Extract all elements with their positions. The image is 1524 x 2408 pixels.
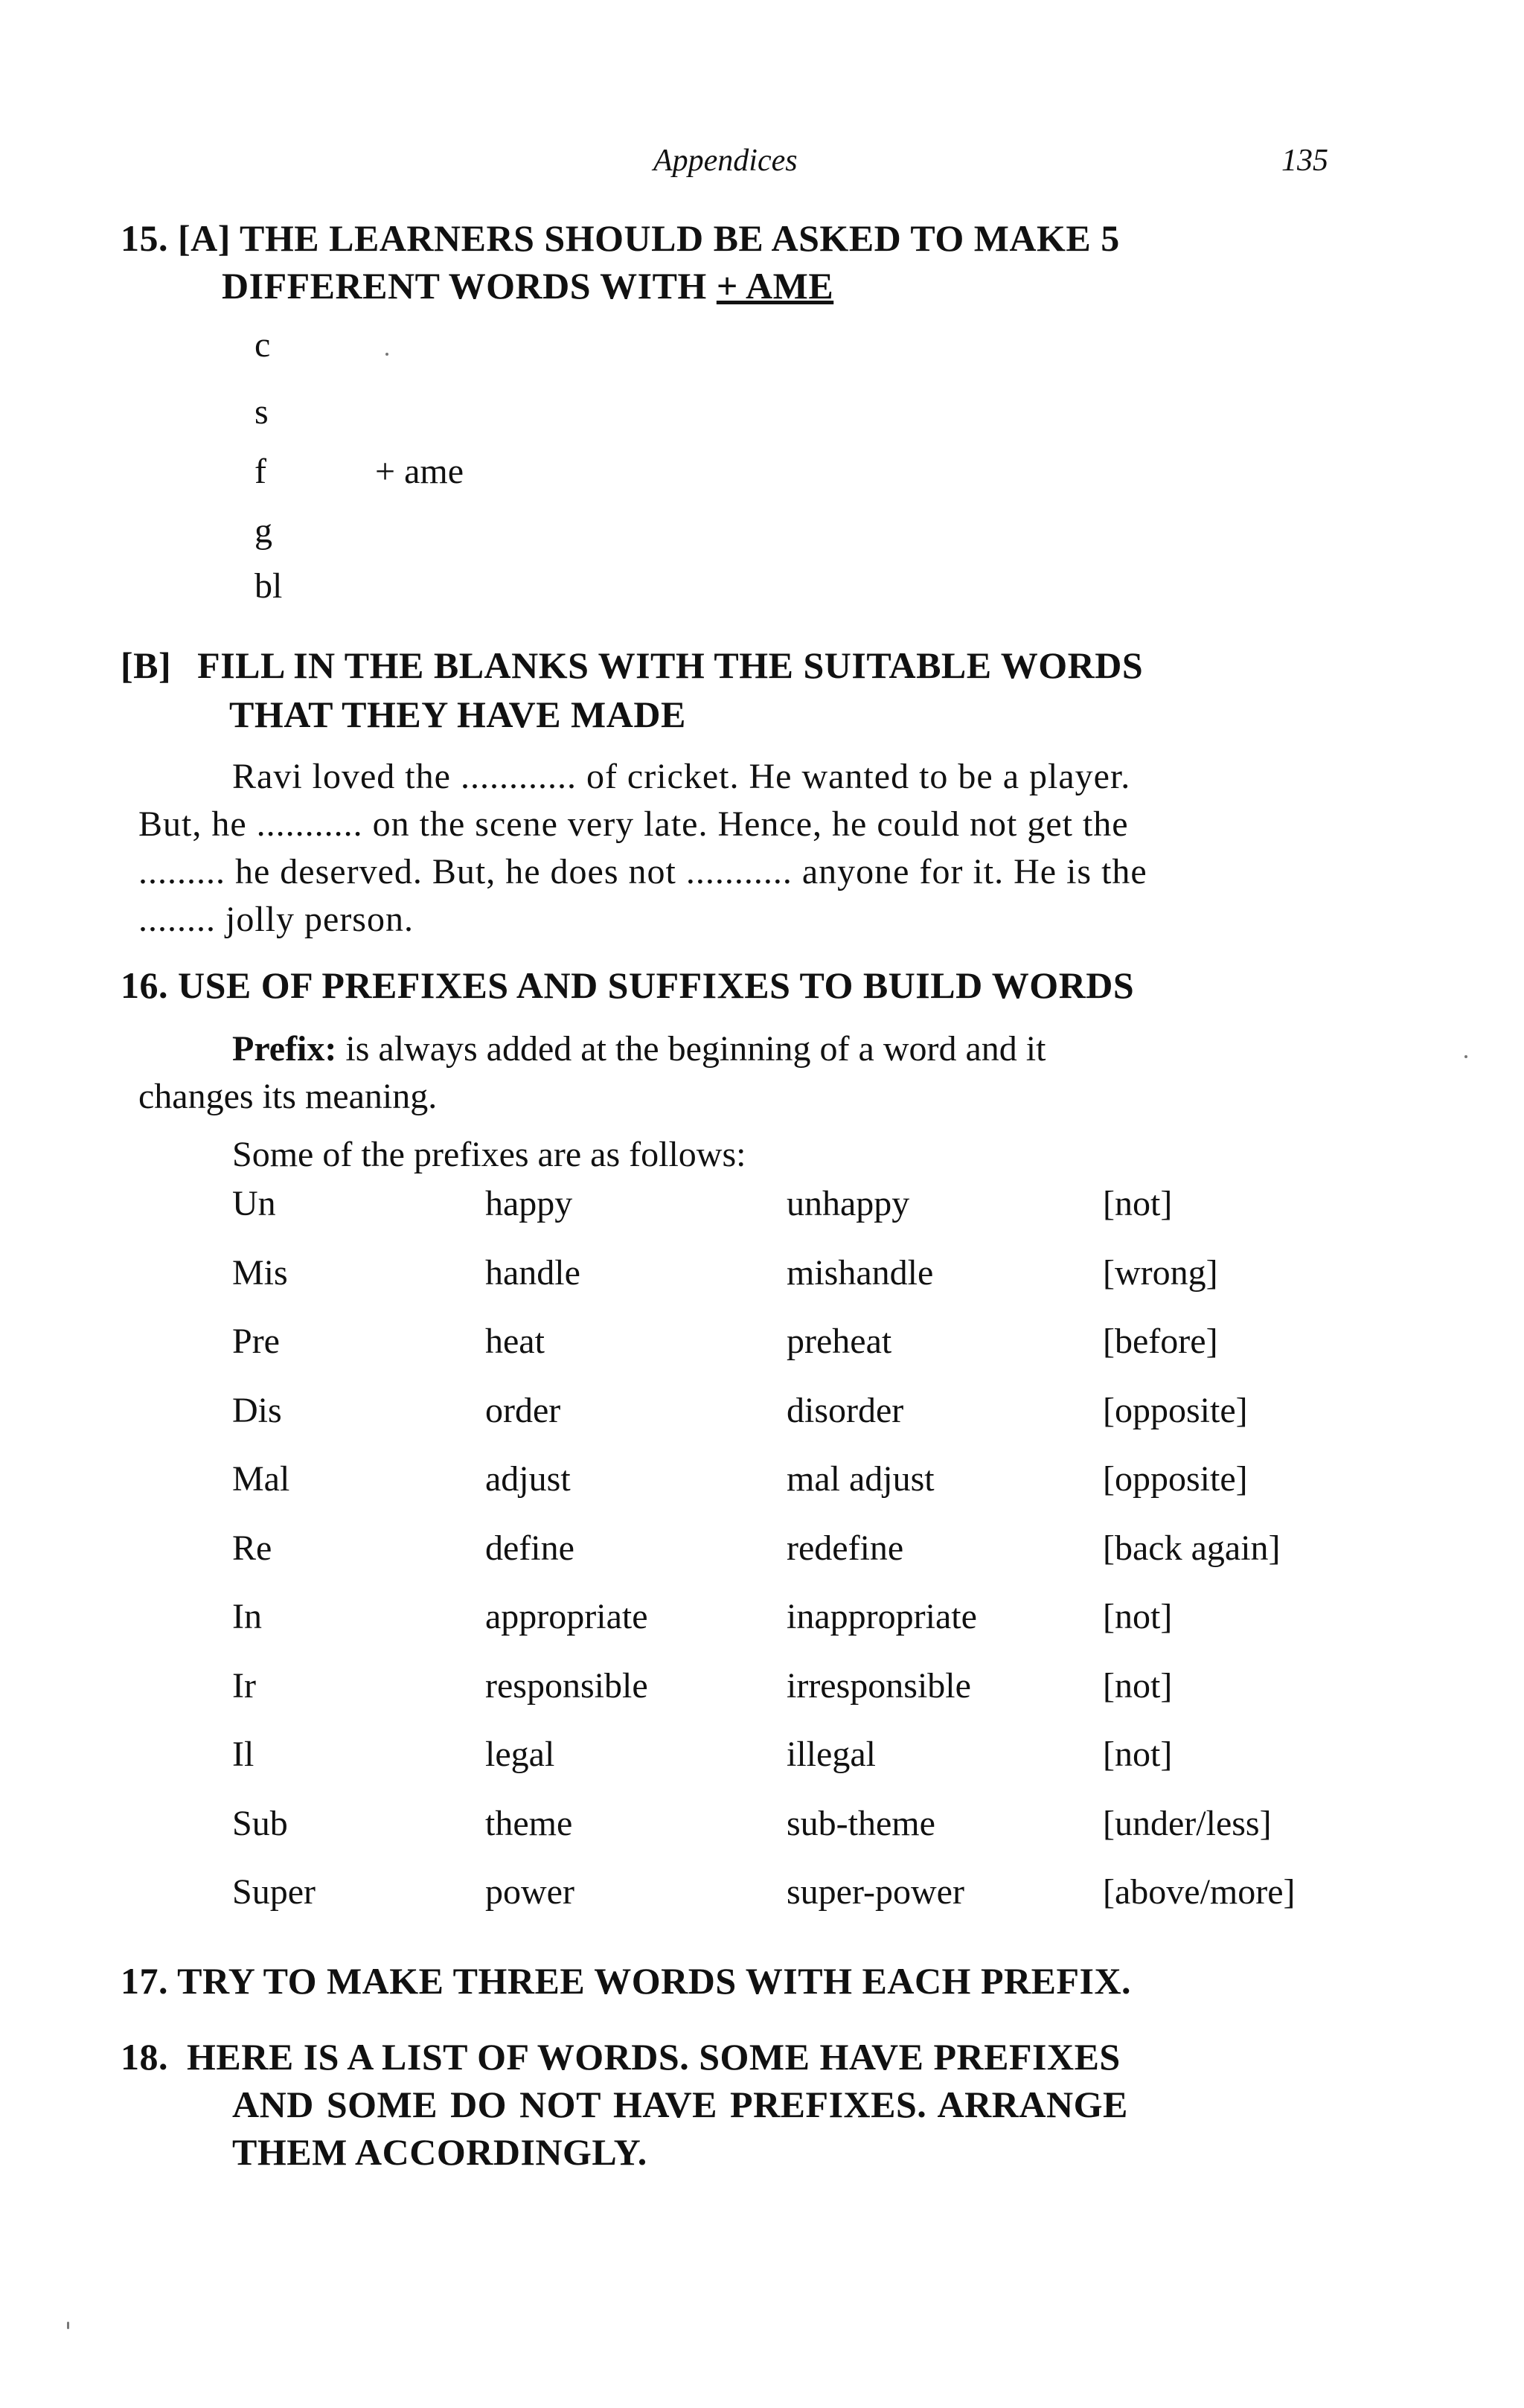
derived-word-cell: illegal [787, 1735, 876, 1774]
table-row [232, 1803, 1356, 1872]
paragraph-line: ........ jolly person. [138, 900, 414, 939]
root-word-cell: heat [485, 1322, 545, 1361]
prefix-cell: In [232, 1597, 262, 1636]
meaning-cell: [under/less] [1103, 1803, 1272, 1843]
meaning-cell: [not] [1103, 1184, 1173, 1223]
prefix-cell: Ir [232, 1665, 256, 1706]
derived-word-cell: unhappy [787, 1184, 910, 1223]
prefix-table-body [232, 1183, 1356, 1941]
meaning-cell: [not] [1103, 1597, 1173, 1636]
heading-text: THE LEARNERS SHOULD BE ASKED TO MAKE 5 [240, 217, 1120, 259]
letter-s: s [254, 392, 269, 432]
heading-text: HERE IS A LIST OF WORDS. SOME HAVE PREFIXES [187, 2036, 1121, 2078]
letter-f: f [254, 452, 266, 491]
derived-word-cell: mal adjust [787, 1459, 935, 1499]
section-number: 15. [121, 217, 168, 259]
speck-mark [67, 2322, 69, 2329]
prefix-cell: Dis [232, 1390, 282, 1430]
table-row [232, 1596, 1356, 1665]
table-row [232, 1871, 1356, 1941]
heading-text: FILL IN THE BLANKS WITH THE SUITABLE WORDS [197, 644, 1144, 686]
prefix-table [232, 1183, 1356, 1941]
table-row [232, 1458, 1356, 1528]
derived-word-cell: irresponsible [787, 1665, 971, 1706]
derived-word-cell: preheat [787, 1322, 892, 1361]
root-word-cell: responsible [485, 1665, 648, 1706]
running-title: Appendices [653, 144, 798, 178]
speck-mark [1464, 1055, 1467, 1058]
derived-word-cell: disorder [787, 1390, 904, 1430]
section-15-b-heading-line-2: THAT THEY HAVE MADE [229, 694, 686, 735]
prefix-term: Prefix: [232, 1029, 337, 1069]
table-row [232, 1734, 1356, 1803]
root-word-cell: legal [485, 1735, 555, 1774]
prefix-definition-line-2: changes its meaning. [138, 1077, 438, 1116]
meaning-cell: [above/more] [1103, 1872, 1296, 1912]
letter-g: g [254, 511, 272, 551]
prefix-cell: Mal [232, 1459, 290, 1499]
section-18-heading-line-3: THEM ACCORDINGLY. [232, 2131, 647, 2173]
table-row [232, 1183, 1356, 1252]
derived-word-cell: sub-theme [787, 1803, 935, 1843]
meaning-cell: [wrong] [1103, 1252, 1218, 1293]
section-15-b-heading-line-1 [121, 641, 1143, 689]
meaning-cell: [not] [1103, 1735, 1173, 1774]
letter-c: c [254, 325, 271, 365]
section-17-heading: 17. TRY TO MAKE THREE WORDS WITH EACH PREFIX. [121, 1960, 1132, 2002]
heading-text: DIFFERENT WORDS WITH [222, 265, 717, 307]
section-18-heading-line-1 [121, 2033, 1121, 2081]
root-word-cell: power [485, 1872, 574, 1912]
root-word-cell: order [485, 1390, 561, 1430]
prefix-cell: Super [232, 1872, 316, 1912]
underlined-suffix: + AME [716, 265, 834, 307]
running-header [0, 143, 1524, 188]
paragraph-line: ......... he deserved. But, he does not ........... anyone for it. He is the [138, 852, 1147, 891]
section-16-heading: 16. USE OF PREFIXES AND SUFFIXES TO BUILD WORDS [121, 964, 1135, 1006]
prefix-cell: Mis [232, 1252, 288, 1293]
table-row [232, 1528, 1356, 1597]
meaning-cell: [before] [1103, 1322, 1218, 1361]
table-row [232, 1665, 1356, 1735]
table-row [232, 1321, 1356, 1390]
derived-word-cell: super-power [787, 1872, 964, 1912]
meaning-cell: [opposite] [1103, 1390, 1248, 1430]
meaning-cell: [opposite] [1103, 1459, 1248, 1499]
subsection-label: [A] [178, 217, 231, 259]
meaning-cell: [back again] [1103, 1528, 1281, 1568]
derived-word-cell: mishandle [787, 1252, 934, 1293]
root-word-cell: handle [485, 1252, 580, 1293]
section-15-a-heading-line-1 [121, 214, 1120, 262]
prefix-definition-line-1 [232, 1025, 1046, 1073]
prefix-cell: Re [232, 1528, 272, 1568]
root-word-cell: adjust [485, 1459, 571, 1499]
speck-mark [385, 353, 388, 356]
derived-word-cell: inappropriate [787, 1597, 977, 1636]
root-word-cell: appropriate [485, 1597, 648, 1636]
paragraph-line: But, he ........... on the scene very late. Hence, he could not get the [138, 804, 1129, 844]
prefix-cell: Un [232, 1184, 276, 1223]
table-row [232, 1390, 1356, 1459]
section-18-heading-line-2: AND SOME DO NOT HAVE PREFIXES. ARRANGE [232, 2084, 1128, 2125]
paragraph-line: Ravi loved the ............ of cricket. He wanted to be a player. [232, 757, 1131, 796]
root-word-cell: define [485, 1528, 574, 1568]
meaning-cell: [not] [1103, 1665, 1173, 1706]
page-number: 135 [1281, 144, 1328, 178]
letter-bl: bl [254, 566, 283, 606]
prefix-table-intro: Some of the prefixes are as follows: [232, 1135, 746, 1174]
section-number: 18. [121, 2036, 168, 2078]
suffix-ame: + ame [375, 452, 464, 491]
section-15-a-heading-line-2 [222, 262, 833, 310]
prefix-cell: Sub [232, 1803, 288, 1843]
root-word-cell: happy [485, 1184, 573, 1223]
derived-word-cell: redefine [787, 1528, 904, 1568]
prefix-cell: Pre [232, 1322, 280, 1361]
prefix-cell: Il [232, 1735, 254, 1774]
subsection-label: [B] [121, 644, 172, 686]
table-row [232, 1252, 1356, 1322]
root-word-cell: theme [485, 1803, 573, 1843]
definition-text: is always added at the beginning of a word and it [336, 1029, 1046, 1069]
